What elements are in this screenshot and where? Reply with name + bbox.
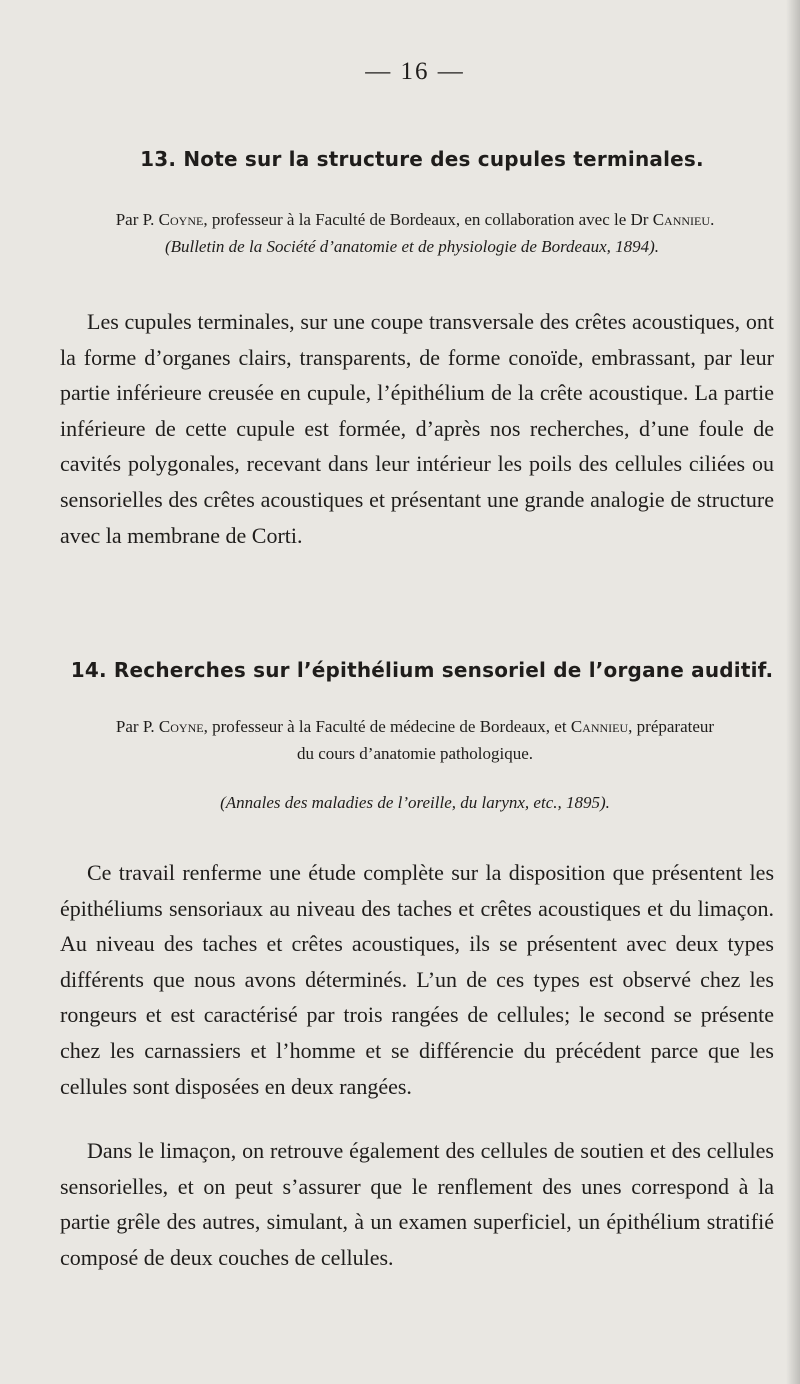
- section-14-paragraph-2: Dans le limaçon, on retrouve également des cellules de soutien et des cellules sensorielles, et on peut s’assurer que le renflement des unes correspond à la partie grêle des autres, simulant, à un examen superficiel, un épithélium stratifié composé de deux couches de cellules.: [60, 1138, 774, 1270]
- author-name: Coyne: [158, 210, 204, 229]
- section-13-byline: [45, 206, 785, 233]
- byline-prefix: Par P.: [115, 210, 159, 229]
- section-14-paragraph-1: Ce travail renferme une étude complète sur la disposition que présentent les épithéliums sensoriaux au niveau des taches et crêtes acoustiques et du limaçon. Au niveau des taches et crêtes acoustiques, ils se présentent avec deux types différents que nous avons déterminés. L’un de ces types est observé chez les rongeurs et est caractérisé par trois rangées de cellules; le second se présente chez les carnassiers et l’homme et se différencie du précédent parce que les cellules sont disposées en deux rangées.: [60, 860, 774, 1099]
- page-edge-shadow: [786, 0, 800, 1384]
- section-14-source: (Annales des maladies de l’oreille, du larynx, etc., 1895).: [220, 793, 610, 812]
- section-14-title: 14. Recherches sur l’épithélium sensoriel de l’organe auditif.: [70, 658, 774, 682]
- section-13-title: 13. Note sur la structure des cupules terminales.: [140, 147, 704, 171]
- byline-middle: , professeur à la Faculté de médecine de Bordeaux, et: [203, 717, 571, 736]
- collaborator-name: Cannieu: [570, 717, 629, 736]
- byline-suffix: .: [710, 210, 715, 229]
- section-14-byline-line-2: du cours d’anatomie pathologique.: [296, 744, 534, 763]
- byline-prefix: Par P.: [115, 717, 159, 736]
- collaborator-name: Cannieu: [652, 210, 711, 229]
- section-13-paragraph: Les cupules terminales, sur une coupe transversale des crêtes acoustiques, ont la forme d’organes clairs, transparents, de forme conoïde, embrassant, par leur partie inférieure creusée en cupule, l’épithélium de la crête acoustique. La partie inférieure de cette cupule est formée, d’après nos recherches, d’une foule de cavités polygonales, recevant dans leur intérieur les poils des cellules ciliées ou sensorielles des crêtes acoustiques et présentant une grande analogie de structure avec la membrane de Corti.: [60, 309, 774, 548]
- author-name: Coyne: [158, 717, 204, 736]
- byline-middle: , professeur à la Faculté de Bordeaux, en collaboration avec le Dr: [203, 210, 653, 229]
- section-13-source: (Bulletin de la Société d’anatomie et de physiologie de Bordeaux, 1894).: [164, 237, 660, 256]
- byline-suffix: , préparateur: [628, 717, 715, 736]
- section-14-byline: [45, 713, 785, 740]
- page-number: — 16 —: [365, 58, 465, 85]
